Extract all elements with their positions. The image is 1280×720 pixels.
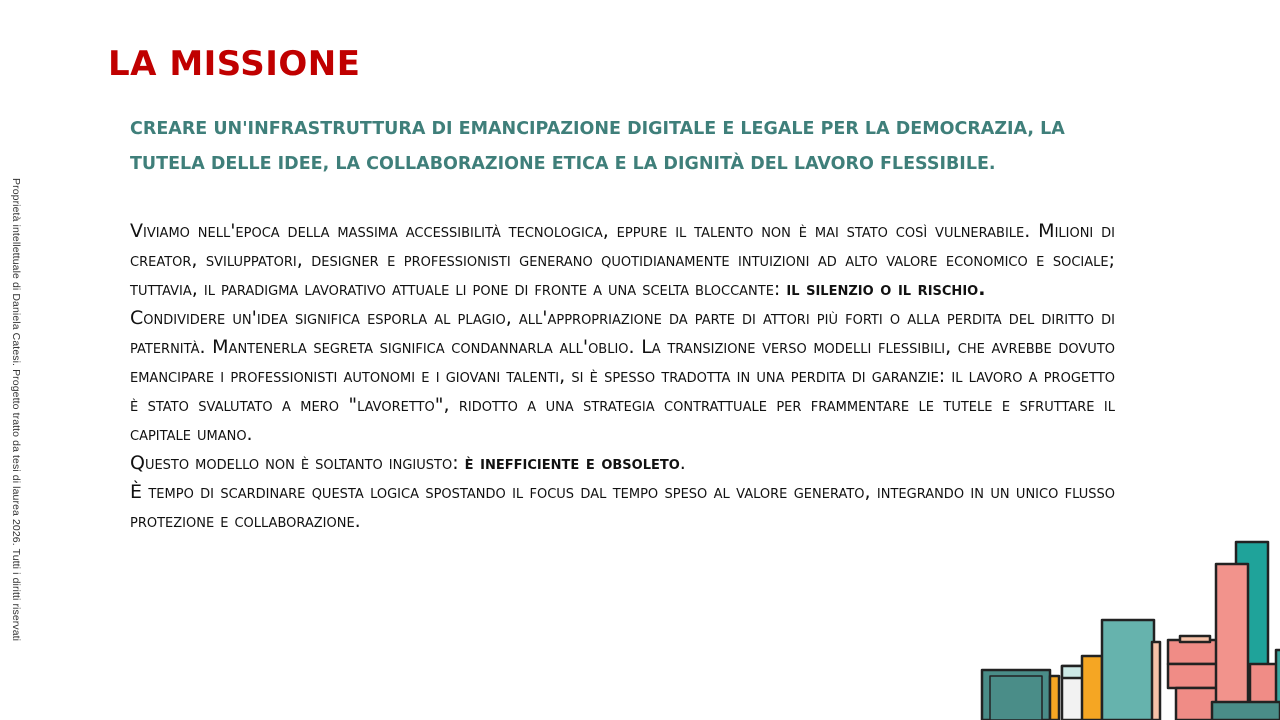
page-title: LA MISSIONE [108,44,361,84]
mission-body [130,217,1115,536]
paragraph-1 [130,217,1115,304]
paragraph-2: Condividere un'idea significa esporla al plagio, all'appropriazione da parte di attori più forti o alla perdita del diritto di paternità. Mantenerla segreta significa condannarla all'oblio. La transizione verso modelli flessibili, che avrebbe dovuto emancipare i professionisti autonomi e i giovani talenti, si è spesso tradotta in una perdita di garanzie: il lavoro a progetto è stato svalutato a mero "lavoretto", ridotto a una strategia contrattuale per frammentare le tutele e sfruttare il capitale umano. [130,307,1115,445]
books-illustration [980,530,1280,720]
paragraph-3 [130,449,1115,478]
paragraph-3-emphasis: è inefficiente e obsoleto [464,452,680,474]
paragraph-4: È tempo di scardinare questa logica spostando il focus dal tempo speso al valore generato, integrando in un unico flusso protezione e collaborazione. [130,481,1115,532]
paragraph-1-emphasis: il silenzio o il rischio. [786,278,986,300]
copyright-note: Proprietà intellettuale di Daniela Catesi. Progetto tratto da tesi di laurea 2026. Tutti i diritti riservati [10,178,22,642]
paragraph-1-text: Viviamo nell'epoca della massima accessibilità tecnologica, eppure il talento non è mai stato così vulnerabile. Milioni di creator, sviluppatori, designer e professionisti generano quotidianamente intuizioni ad alto valore economico e sociale; tuttavia, il paradigma lavorativo attuale li pone di fronte a una scelta bloccante: [130,220,1115,300]
paragraph-3-text: Questo modello non è soltanto ingiusto: [130,452,465,474]
paragraph-3-end: . [679,452,686,474]
mission-subtitle: CREARE UN'INFRASTRUTTURA DI EMANCIPAZIONE DIGITALE E LEGALE PER LA DEMOCRAZIA, LA TUTELA DELLE IDEE, LA COLLABORAZIONE ETICA E LA DIGNITÀ DEL LAVORO FLESSIBILE. [130,119,1065,174]
